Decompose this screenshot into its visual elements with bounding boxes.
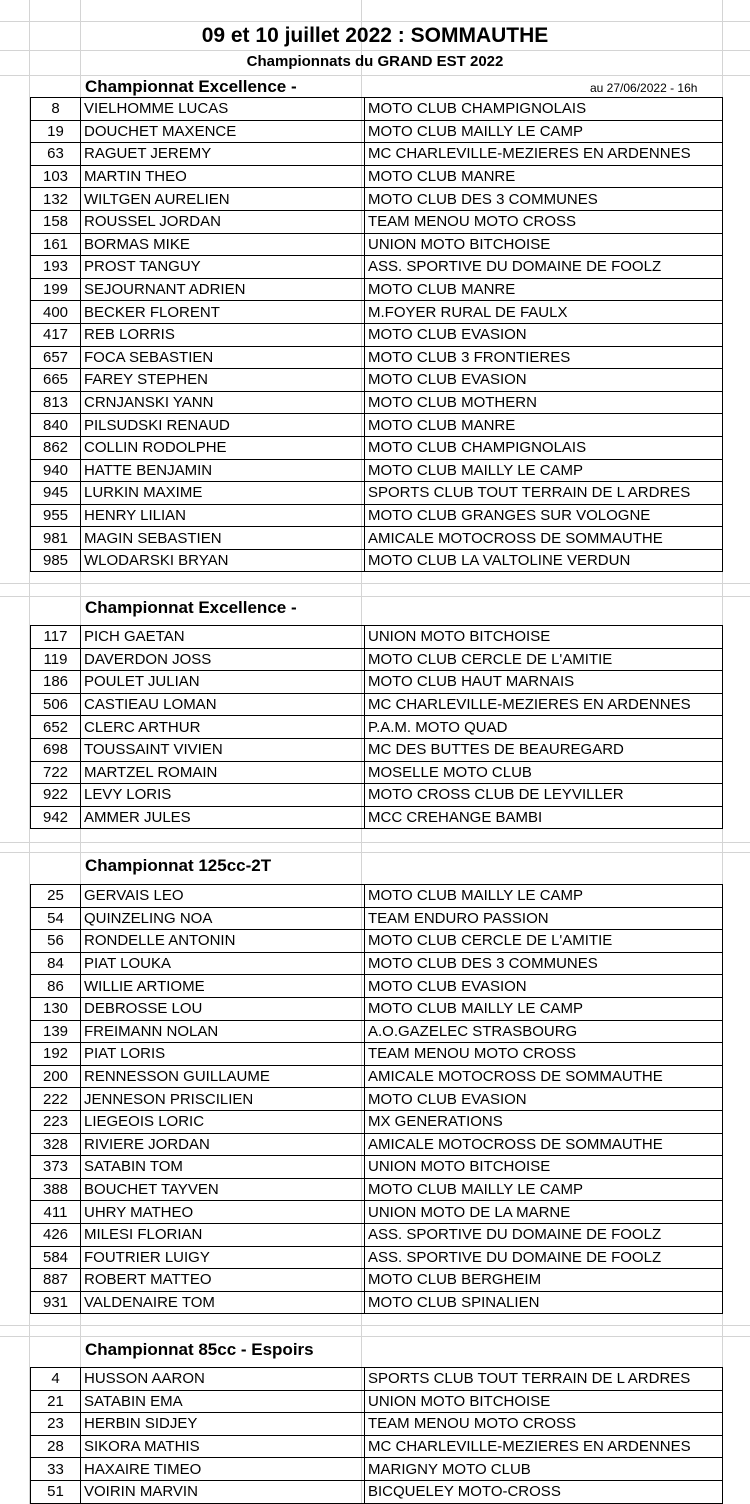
rider-number-cell: 652	[31, 716, 81, 739]
table-row	[31, 885, 723, 908]
club-name-cell: MOTO CROSS CLUB DE LEYVILLER	[365, 784, 723, 807]
table-row	[31, 1043, 723, 1066]
club-name-cell: MOTO CLUB EVASION	[365, 975, 723, 998]
rider-number-cell: 199	[31, 278, 81, 301]
table-row	[31, 346, 723, 369]
rider-name-cell: REB LORRIS	[81, 323, 365, 346]
rider-number-cell: 21	[31, 1390, 81, 1413]
club-name-cell: MOTO CLUB DES 3 COMMUNES	[365, 952, 723, 975]
table-row	[31, 1133, 723, 1156]
club-name-cell: A.O.GAZELEC STRASBOURG	[365, 1020, 723, 1043]
rider-name-cell: SEJOURNANT ADRIEN	[81, 278, 365, 301]
rider-table	[30, 884, 723, 1314]
rider-table	[30, 625, 723, 829]
table-row	[31, 738, 723, 761]
rider-number-cell: 426	[31, 1223, 81, 1246]
rider-number-cell: 25	[31, 885, 81, 908]
rider-name-cell: GERVAIS LEO	[81, 885, 365, 908]
rider-number-cell: 84	[31, 952, 81, 975]
rider-number-cell: 373	[31, 1156, 81, 1179]
rider-number-cell: 33	[31, 1458, 81, 1481]
club-name-cell: MOTO CLUB LA VALTOLINE VERDUN	[365, 549, 723, 572]
rider-name-cell: QUINZELING NOA	[81, 907, 365, 930]
club-name-cell: MC CHARLEVILLE-MEZIERES EN ARDENNES	[365, 693, 723, 716]
rider-name-cell: RONDELLE ANTONIN	[81, 930, 365, 953]
table-row	[31, 1480, 723, 1503]
rider-number-cell: 955	[31, 504, 81, 527]
club-name-cell: SPORTS CLUB TOUT TERRAIN DE L ARDRES	[365, 482, 723, 505]
club-name-cell: MOTO CLUB MAILLY LE CAMP	[365, 459, 723, 482]
rider-name-cell: VOIRIN MARVIN	[81, 1480, 365, 1503]
club-name-cell: MOTO CLUB GRANGES SUR VOLOGNE	[365, 504, 723, 527]
table-row	[31, 278, 723, 301]
rider-number-cell: 8	[31, 98, 81, 121]
rider-name-cell: ROBERT MATTEO	[81, 1269, 365, 1292]
table-row	[31, 369, 723, 392]
rider-name-cell: RIVIERE JORDAN	[81, 1133, 365, 1156]
club-name-cell: MOTO CLUB MAILLY LE CAMP	[365, 885, 723, 908]
table-row	[31, 716, 723, 739]
rider-name-cell: DEBROSSE LOU	[81, 997, 365, 1020]
table-row	[31, 1269, 723, 1292]
rider-name-cell: UHRY MATHEO	[81, 1201, 365, 1224]
rider-name-cell: FREIMANN NOLAN	[81, 1020, 365, 1043]
club-name-cell: MC CHARLEVILLE-MEZIERES EN ARDENNES	[365, 143, 723, 166]
rider-number-cell: 103	[31, 165, 81, 188]
club-name-cell: MOTO CLUB EVASION	[365, 369, 723, 392]
rider-number-cell: 132	[31, 188, 81, 211]
table-row	[31, 391, 723, 414]
rider-name-cell: MILESI FLORIAN	[81, 1223, 365, 1246]
club-name-cell: MARIGNY MOTO CLUB	[365, 1458, 723, 1481]
table-row	[31, 549, 723, 572]
rider-table	[30, 97, 723, 572]
table-row	[31, 1020, 723, 1043]
rider-number-cell: 417	[31, 323, 81, 346]
rider-number-cell: 54	[31, 907, 81, 930]
club-name-cell: UNION MOTO BITCHOISE	[365, 626, 723, 649]
club-name-cell: MOTO CLUB CHAMPIGNOLAIS	[365, 98, 723, 121]
table-row	[31, 233, 723, 256]
rider-number-cell: 158	[31, 210, 81, 233]
club-name-cell: MOSELLE MOTO CLUB	[365, 761, 723, 784]
rider-name-cell: BORMAS MIKE	[81, 233, 365, 256]
table-row	[31, 997, 723, 1020]
rider-name-cell: CRNJANSKI YANN	[81, 391, 365, 414]
rider-number-cell: 19	[31, 120, 81, 143]
rider-name-cell: MAGIN SEBASTIEN	[81, 527, 365, 550]
rider-number-cell: 192	[31, 1043, 81, 1066]
date-info: au 27/06/2022 - 16h	[590, 81, 698, 95]
page-title: 09 et 10 juillet 2022 : SOMMAUTHE	[201, 24, 549, 47]
table-row	[31, 784, 723, 807]
rider-name-cell: CASTIEAU LOMAN	[81, 693, 365, 716]
rider-number-cell: 942	[31, 806, 81, 829]
club-name-cell: M.FOYER RURAL DE FAULX	[365, 301, 723, 324]
table-row	[31, 143, 723, 166]
table-row	[31, 1458, 723, 1481]
rider-number-cell: 200	[31, 1065, 81, 1088]
rider-name-cell: PIAT LOUKA	[81, 952, 365, 975]
club-name-cell: MOTO CLUB MANRE	[365, 165, 723, 188]
section-title: Championnat Excellence -	[85, 77, 297, 96]
table-row	[31, 165, 723, 188]
table-row	[31, 648, 723, 671]
rider-name-cell: BOUCHET TAYVEN	[81, 1178, 365, 1201]
rider-number-cell: 400	[31, 301, 81, 324]
rider-name-cell: FAREY STEPHEN	[81, 369, 365, 392]
rider-number-cell: 931	[31, 1291, 81, 1314]
table-row	[31, 1088, 723, 1111]
rider-number-cell: 223	[31, 1110, 81, 1133]
rider-number-cell: 922	[31, 784, 81, 807]
rider-name-cell: RAGUET JEREMY	[81, 143, 365, 166]
club-name-cell: UNION MOTO DE LA MARNE	[365, 1201, 723, 1224]
rider-number-cell: 130	[31, 997, 81, 1020]
club-name-cell: ASS. SPORTIVE DU DOMAINE DE FOOLZ	[365, 1223, 723, 1246]
rider-name-cell: TOUSSAINT VIVIEN	[81, 738, 365, 761]
club-name-cell: MOTO CLUB MANRE	[365, 414, 723, 437]
rider-name-cell: PIAT LORIS	[81, 1043, 365, 1066]
rider-name-cell: HATTE BENJAMIN	[81, 459, 365, 482]
table-row	[31, 1291, 723, 1314]
rider-number-cell: 411	[31, 1201, 81, 1224]
rider-number-cell: 63	[31, 143, 81, 166]
club-name-cell: SPORTS CLUB TOUT TERRAIN DE L ARDRES	[365, 1368, 723, 1391]
rider-name-cell: VALDENAIRE TOM	[81, 1291, 365, 1314]
rider-number-cell: 506	[31, 693, 81, 716]
table-row	[31, 975, 723, 998]
rider-name-cell: AMMER JULES	[81, 806, 365, 829]
rider-name-cell: RENNESSON GUILLAUME	[81, 1065, 365, 1088]
rider-number-cell: 222	[31, 1088, 81, 1111]
rider-name-cell: PICH GAETAN	[81, 626, 365, 649]
rider-number-cell: 193	[31, 256, 81, 279]
rider-name-cell: MARTZEL ROMAIN	[81, 761, 365, 784]
club-name-cell: MOTO CLUB MOTHERN	[365, 391, 723, 414]
rider-number-cell: 56	[31, 930, 81, 953]
rider-name-cell: VIELHOMME LUCAS	[81, 98, 365, 121]
table-row	[31, 761, 723, 784]
rider-number-cell: 23	[31, 1413, 81, 1436]
club-name-cell: TEAM MENOU MOTO CROSS	[365, 1413, 723, 1436]
rider-number-cell: 813	[31, 391, 81, 414]
club-name-cell: UNION MOTO BITCHOISE	[365, 233, 723, 256]
rider-name-cell: LIEGEOIS LORIC	[81, 1110, 365, 1133]
table-row	[31, 1368, 723, 1391]
rider-number-cell: 86	[31, 975, 81, 998]
table-row	[31, 188, 723, 211]
rider-number-cell: 887	[31, 1269, 81, 1292]
rider-number-cell: 657	[31, 346, 81, 369]
club-name-cell: MOTO CLUB CHAMPIGNOLAIS	[365, 436, 723, 459]
club-name-cell: TEAM ENDURO PASSION	[365, 907, 723, 930]
table-row	[31, 671, 723, 694]
club-name-cell: UNION MOTO BITCHOISE	[365, 1156, 723, 1179]
rider-number-cell: 862	[31, 436, 81, 459]
table-row	[31, 256, 723, 279]
club-name-cell: MC CHARLEVILLE-MEZIERES EN ARDENNES	[365, 1435, 723, 1458]
rider-name-cell: HENRY LILIAN	[81, 504, 365, 527]
club-name-cell: AMICALE MOTOCROSS DE SOMMAUTHE	[365, 1133, 723, 1156]
table-row	[31, 1065, 723, 1088]
rider-number-cell: 584	[31, 1246, 81, 1269]
rider-name-cell: HUSSON AARON	[81, 1368, 365, 1391]
club-name-cell: AMICALE MOTOCROSS DE SOMMAUTHE	[365, 1065, 723, 1088]
table-row	[31, 626, 723, 649]
table-row	[31, 952, 723, 975]
table-row	[31, 504, 723, 527]
club-name-cell: MOTO CLUB DES 3 COMMUNES	[365, 188, 723, 211]
club-name-cell: MOTO CLUB BERGHEIM	[365, 1269, 723, 1292]
rider-name-cell: SIKORA MATHIS	[81, 1435, 365, 1458]
page-subtitle: Championnats du GRAND EST 2022	[246, 53, 504, 70]
club-name-cell: MC DES BUTTES DE BEAUREGARD	[365, 738, 723, 761]
rider-name-cell: SATABIN EMA	[81, 1390, 365, 1413]
table-row	[31, 120, 723, 143]
club-name-cell: MOTO CLUB SPINALIEN	[365, 1291, 723, 1314]
rider-name-cell: LURKIN MAXIME	[81, 482, 365, 505]
table-row	[31, 907, 723, 930]
club-name-cell: MOTO CLUB MAILLY LE CAMP	[365, 1178, 723, 1201]
rider-number-cell: 840	[31, 414, 81, 437]
club-name-cell: MOTO CLUB HAUT MARNAIS	[365, 671, 723, 694]
table-row	[31, 436, 723, 459]
rider-name-cell: BECKER FLORENT	[81, 301, 365, 324]
table-row	[31, 527, 723, 550]
grid-row-line	[0, 1325, 750, 1326]
rider-name-cell: SATABIN TOM	[81, 1156, 365, 1179]
rider-number-cell: 388	[31, 1178, 81, 1201]
club-name-cell: AMICALE MOTOCROSS DE SOMMAUTHE	[365, 527, 723, 550]
club-name-cell: TEAM MENOU MOTO CROSS	[365, 1043, 723, 1066]
table-row	[31, 98, 723, 121]
table-row	[31, 414, 723, 437]
rider-number-cell: 28	[31, 1435, 81, 1458]
club-name-cell: MOTO CLUB EVASION	[365, 1088, 723, 1111]
table-row	[31, 1223, 723, 1246]
rider-number-cell: 698	[31, 738, 81, 761]
rider-name-cell: WILTGEN AURELIEN	[81, 188, 365, 211]
rider-number-cell: 119	[31, 648, 81, 671]
rider-number-cell: 985	[31, 549, 81, 572]
table-row	[31, 1201, 723, 1224]
table-row	[31, 930, 723, 953]
table-row	[31, 459, 723, 482]
rider-name-cell: DAVERDON JOSS	[81, 648, 365, 671]
club-name-cell: ASS. SPORTIVE DU DOMAINE DE FOOLZ	[365, 1246, 723, 1269]
rider-number-cell: 161	[31, 233, 81, 256]
section-title: Championnat 125cc-2T	[85, 856, 272, 875]
rider-name-cell: ROUSSEL JORDAN	[81, 210, 365, 233]
grid-row-line	[0, 852, 750, 853]
rider-name-cell: DOUCHET MAXENCE	[81, 120, 365, 143]
club-name-cell: MOTO CLUB EVASION	[365, 323, 723, 346]
table-row	[31, 1178, 723, 1201]
rider-name-cell: HERBIN SIDJEY	[81, 1413, 365, 1436]
table-row	[31, 1156, 723, 1179]
rider-number-cell: 945	[31, 482, 81, 505]
rider-name-cell: LEVY LORIS	[81, 784, 365, 807]
rider-number-cell: 51	[31, 1480, 81, 1503]
club-name-cell: P.A.M. MOTO QUAD	[365, 716, 723, 739]
club-name-cell: TEAM MENOU MOTO CROSS	[365, 210, 723, 233]
rider-number-cell: 665	[31, 369, 81, 392]
rider-table	[30, 1367, 723, 1504]
club-name-cell: BICQUELEY MOTO-CROSS	[365, 1480, 723, 1503]
rider-name-cell: WLODARSKI BRYAN	[81, 549, 365, 572]
table-row	[31, 482, 723, 505]
club-name-cell: MOTO CLUB CERCLE DE L'AMITIE	[365, 930, 723, 953]
grid-row-line	[0, 583, 750, 584]
club-name-cell: ASS. SPORTIVE DU DOMAINE DE FOOLZ	[365, 256, 723, 279]
club-name-cell: MOTO CLUB MAILLY LE CAMP	[365, 997, 723, 1020]
table-row	[31, 210, 723, 233]
club-name-cell: MX GENERATIONS	[365, 1110, 723, 1133]
grid-row-line	[0, 1336, 750, 1337]
table-row	[31, 693, 723, 716]
table-row	[31, 806, 723, 829]
section-title: Championnat 85cc - Espoirs	[85, 1340, 314, 1359]
table-row	[31, 1413, 723, 1436]
club-name-cell: MOTO CLUB CERCLE DE L'AMITIE	[365, 648, 723, 671]
rider-name-cell: MARTIN THEO	[81, 165, 365, 188]
rider-name-cell: HAXAIRE TIMEO	[81, 1458, 365, 1481]
table-row	[31, 1110, 723, 1133]
grid-row-line	[0, 842, 750, 843]
rider-number-cell: 4	[31, 1368, 81, 1391]
rider-number-cell: 117	[31, 626, 81, 649]
section-title: Championnat Excellence -	[85, 598, 297, 617]
rider-name-cell: FOCA SEBASTIEN	[81, 346, 365, 369]
rider-name-cell: POULET JULIAN	[81, 671, 365, 694]
club-name-cell: MOTO CLUB MANRE	[365, 278, 723, 301]
rider-name-cell: WILLIE ARTIOME	[81, 975, 365, 998]
table-row	[31, 301, 723, 324]
rider-number-cell: 981	[31, 527, 81, 550]
rider-name-cell: FOUTRIER LUIGY	[81, 1246, 365, 1269]
rider-name-cell: COLLIN RODOLPHE	[81, 436, 365, 459]
rider-name-cell: JENNESON PRISCILIEN	[81, 1088, 365, 1111]
club-name-cell: MOTO CLUB MAILLY LE CAMP	[365, 120, 723, 143]
rider-name-cell: PILSUDSKI RENAUD	[81, 414, 365, 437]
table-row	[31, 1246, 723, 1269]
rider-number-cell: 940	[31, 459, 81, 482]
rider-number-cell: 139	[31, 1020, 81, 1043]
rider-number-cell: 186	[31, 671, 81, 694]
rider-number-cell: 722	[31, 761, 81, 784]
club-name-cell: MOTO CLUB 3 FRONTIERES	[365, 346, 723, 369]
table-row	[31, 323, 723, 346]
club-name-cell: UNION MOTO BITCHOISE	[365, 1390, 723, 1413]
table-row	[31, 1390, 723, 1413]
club-name-cell: MCC CREHANGE BAMBI	[365, 806, 723, 829]
rider-number-cell: 328	[31, 1133, 81, 1156]
rider-name-cell: CLERC ARTHUR	[81, 716, 365, 739]
table-row	[31, 1435, 723, 1458]
rider-name-cell: PROST TANGUY	[81, 256, 365, 279]
